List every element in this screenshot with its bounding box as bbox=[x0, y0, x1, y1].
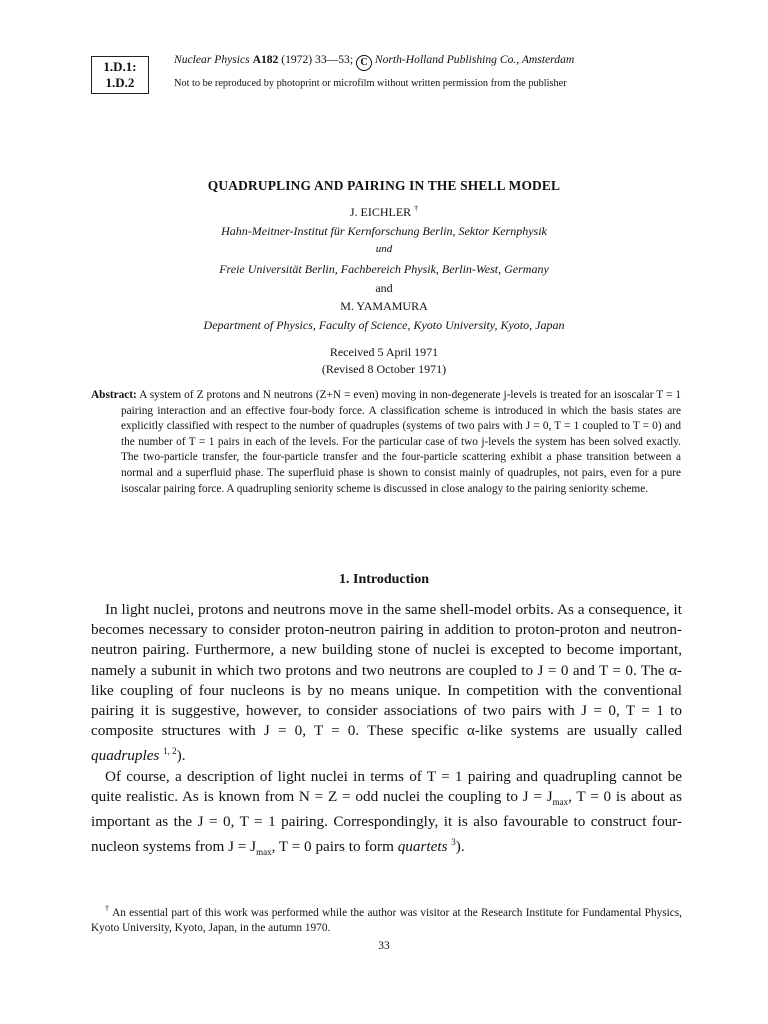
paragraph-2-text-a: Of course, a description of light nuclei in terms of T = 1 pairing and quadrupling cannot be quite realistic. As is known from N = Z = odd nuclei the coupling to J = J bbox=[91, 767, 682, 805]
journal-year-pages: (1972) 33—53; bbox=[281, 53, 354, 66]
subscript-max-2: max bbox=[256, 847, 272, 858]
conjunction-und: und bbox=[375, 243, 393, 255]
paragraph-2-text-c: , T = 0 pairs to form bbox=[271, 838, 398, 856]
classification-tag bbox=[91, 56, 149, 94]
paragraph-1-text: In light nuclei, protons and neutrons move in the same shell-model orbits. As a consequence, it becomes necessary to consider proton-neutron pairing in addition to proton-proton and neutron-neutron pairing. Furthermore, a new building stone of nuclei is excepted to become important, namely a subunit in which two protons and two neutrons are coupled to J = 0 and T = 0. The α-like coupling of four nucleons is by no means unique. In competition with the conventional pairing it is suggestive, however, to consider associations of two pairs with J = 0, T = 1 to composite structures with J = 0, T = 0. These specific α-like systems are usually called bbox=[91, 601, 682, 740]
journal-name: Nuclear Physics bbox=[174, 53, 250, 66]
footnote bbox=[91, 901, 682, 937]
paragraph-1 bbox=[91, 600, 682, 767]
paragraph-1-end: ). bbox=[176, 747, 186, 765]
journal-volume: A182 bbox=[252, 53, 279, 66]
page-number: 33 bbox=[378, 940, 390, 952]
author-1-footnote-mark: † bbox=[414, 204, 419, 213]
paragraph-2 bbox=[91, 767, 682, 863]
term-quartets: quartets bbox=[397, 838, 448, 856]
subscript-max-1: max bbox=[552, 796, 569, 807]
received-date: Received 5 April 1971 bbox=[329, 345, 439, 359]
reference-3: 3 bbox=[451, 837, 456, 848]
footnote-text: An essential part of this work was performed while the author was visitor at the Research Institute for Fundamental Physics, Kyoto University, Kyoto, Japan, in the autumn 1970. bbox=[91, 906, 683, 935]
classification-tag-line-1: 1.D.1: bbox=[103, 59, 137, 74]
term-quadruples: quadruples bbox=[91, 747, 160, 765]
section-heading: 1. Introduction bbox=[339, 572, 429, 587]
reference-1-2: 1, 2 bbox=[163, 746, 177, 757]
paragraph-2-text-b: , T = 0 is about as important as the J = 0, T = 1 pairing. Correspondingly, it is also favourable to construct four-nucleon systems from J = J bbox=[91, 787, 682, 856]
affiliation-2: Freie Universität Berlin, Fachbereich Physik, Berlin-West, Germany bbox=[219, 262, 549, 276]
publisher-name: North-Holland Publishing Co., Amsterdam bbox=[374, 53, 575, 66]
paper-title: QUADRUPLING AND PAIRING IN THE SHELL MODEL bbox=[207, 178, 561, 193]
classification-tag-line-2: 1.D.2 bbox=[105, 75, 135, 90]
author-1-name: J. EICHLER bbox=[349, 205, 412, 219]
author-2: M. YAMAMURA bbox=[340, 299, 428, 313]
paragraph-2-end: ). bbox=[455, 838, 465, 856]
journal-citation bbox=[174, 53, 684, 71]
abstract-text: A system of Z protons and N neutrons (Z+N = even) moving in non-degenerate j-levels is treated for an isoscalar T = 1 pairing interaction and an effective four-body force. A classification scheme is introduced in which the basis states are explicitly classified with respect to the number of quadruples (systems of two pairs with J = 0, T = 1 coupled to T = 0) and the number of T = 1 pairs in each of the levels. For the particular case of two j-levels the system has been solved exactly. The two-particle transfer, the four-particle transfer and the four-particle scattering exhibit a phase transition between a normal and a superfluid phase. The superfluid phase is shown to consist mainly of quadruples, not pairs, even for a pure isoscalar pairing force. A quadrupling seniority scheme is discussed in close analogy to the pairing seniority scheme. bbox=[121, 389, 682, 495]
abstract bbox=[91, 388, 681, 497]
affiliation-1: Hahn-Meitner-Institut für Kernforschung Berlin, Sektor Kernphysik bbox=[221, 224, 547, 238]
affiliation-3: Department of Physics, Faculty of Science, Kyoto University, Kyoto, Japan bbox=[203, 318, 565, 332]
abstract-label: Abstract: bbox=[91, 389, 137, 401]
copyright-icon: C bbox=[356, 55, 372, 71]
footnote-mark: † bbox=[105, 904, 110, 913]
revised-date: (Revised 8 October 1971) bbox=[321, 362, 447, 376]
reproduction-notice: Not to be reproduced by photoprint or microfilm without written permission from the publisher bbox=[174, 78, 567, 89]
conjunction-and: and bbox=[375, 281, 393, 295]
author-1 bbox=[0, 204, 768, 220]
body-text bbox=[91, 600, 682, 863]
